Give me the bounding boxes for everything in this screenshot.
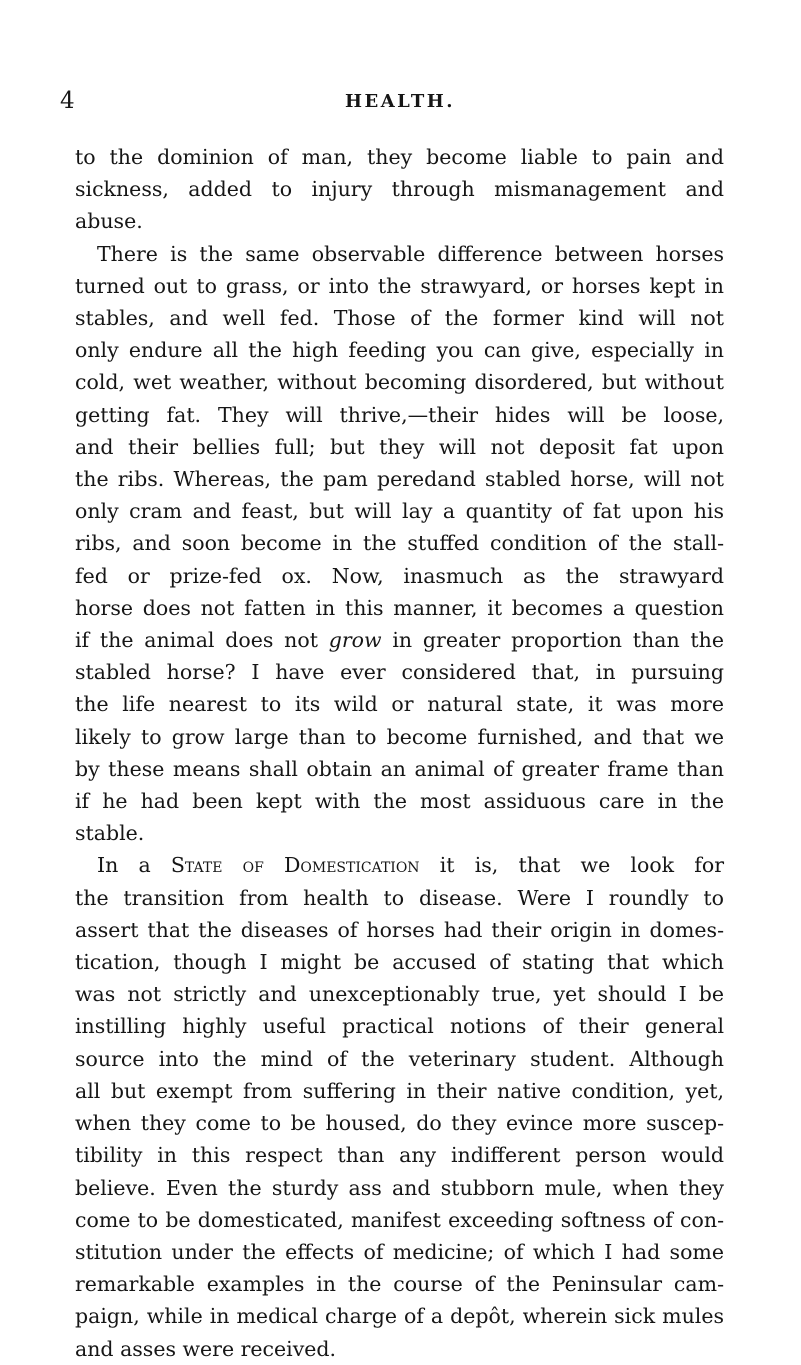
text-line: believe. Even the sturdy ass and stubborn mule, when they xyxy=(75,1175,724,1200)
paragraph-3 xyxy=(75,849,724,1364)
text-line: stable. xyxy=(75,821,145,846)
paragraph-2 xyxy=(75,238,724,850)
text-line: all but exempt from suffering in their native condition, yet, xyxy=(75,1078,724,1103)
text-line: paign, while in medical charge of a depôt, wherein sick mules xyxy=(75,1304,724,1329)
text-line: only endure all the high feeding you can give, especially in xyxy=(75,338,724,363)
text-line: by these means shall obtain an animal of greater frame than xyxy=(75,756,724,781)
text-line: getting fat. They will thrive,—their hides will be loose, xyxy=(75,402,724,427)
text-line: ribs, and soon become in the stuffed condition of the stall- xyxy=(75,531,724,556)
text-fragment: in greater proportion than the xyxy=(381,628,724,653)
text-line: the life nearest to its wild or natural state, it was more xyxy=(75,692,724,717)
running-head: HEALTH. xyxy=(344,91,456,112)
text-line: likely to grow large than to become furnished, and that we xyxy=(75,724,724,749)
text-line: turned out to grass, or into the strawyard, or horses kept in xyxy=(75,273,724,298)
italic-word: grow xyxy=(328,628,382,653)
text-line: the ribs. Whereas, the pam peredand stabled horse, will not xyxy=(75,467,724,492)
text-line-with-small-caps xyxy=(75,849,724,881)
text-line: sickness, added to injury through mismanagement and xyxy=(75,177,724,202)
text-line: if he had been kept with the most assiduous care in the xyxy=(75,789,724,814)
text-line: fed or prize-fed ox. Now, inasmuch as the strawyard xyxy=(75,563,724,588)
page-header xyxy=(60,88,740,118)
text-line: was not strictly and unexceptionably true, yet should I be xyxy=(75,982,724,1007)
text-fragment: if the animal does not xyxy=(75,628,329,653)
text-fragment: it is, that we look for xyxy=(419,853,724,878)
text-line: There is the same observable difference between horses xyxy=(97,241,724,266)
text-line: source into the mind of the veterinary student. Although xyxy=(75,1046,724,1071)
text-line-with-italic xyxy=(75,624,724,656)
text-line: and asses were received. xyxy=(75,1336,337,1361)
small-caps-phrase: State of Domestication xyxy=(170,853,420,878)
body-text xyxy=(75,141,724,1365)
text-line: horse does not fatten in this manner, it becomes a question xyxy=(75,595,724,620)
text-line: assert that the diseases of horses had their origin in domes- xyxy=(75,917,724,942)
text-line: come to be domesticated, manifest exceeding softness of con- xyxy=(75,1207,724,1232)
text-line: stables, and well fed. Those of the former kind will not xyxy=(75,306,724,331)
text-line: stitution under the effects of medicine; of which I had some xyxy=(75,1239,724,1264)
text-line: abuse. xyxy=(75,209,143,234)
text-fragment: In a xyxy=(97,853,171,878)
text-line: to the dominion of man, they become liable to pain and xyxy=(75,145,724,169)
text-line: when they come to be housed, do they evince more suscep- xyxy=(75,1111,724,1136)
text-line: stabled horse? I have ever considered that, in pursuing xyxy=(75,660,724,685)
text-line: cold, wet weather, without becoming disordered, but without xyxy=(75,370,724,395)
text-line: and their bellies full; but they will not deposit fat upon xyxy=(75,434,724,459)
paragraph-1 xyxy=(75,141,724,238)
text-line: tibility in this respect than any indifferent person would xyxy=(75,1143,724,1168)
text-line: instilling highly useful practical notions of their general xyxy=(75,1014,724,1039)
text-line: only cram and feast, but will lay a quantity of fat upon his xyxy=(75,499,724,524)
text-line: remarkable examples in the course of the Peninsular cam- xyxy=(75,1272,724,1297)
page-number: 4 xyxy=(60,88,75,114)
text-line: the transition from health to disease. Were I roundly to xyxy=(75,885,724,910)
text-line: tication, though I might be accused of stating that which xyxy=(75,950,724,975)
